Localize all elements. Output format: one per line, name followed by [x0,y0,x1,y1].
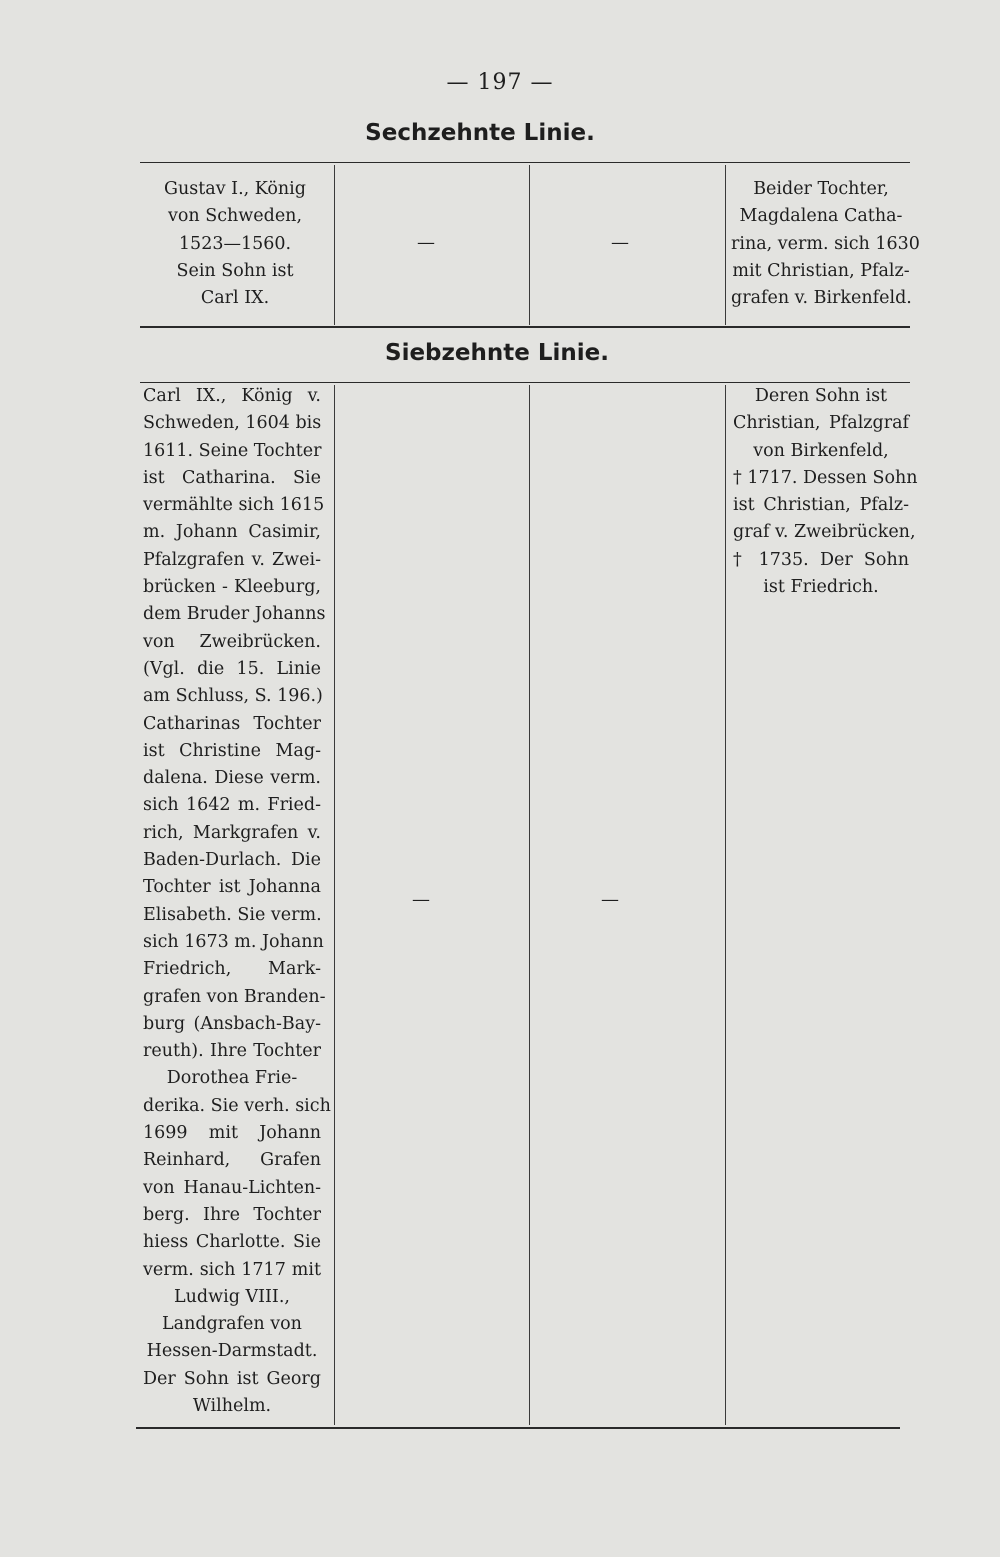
text-line: Magdalena Catha- [739,206,903,227]
text-line: ist Christian, Pfalz- [733,495,909,516]
s2-col2-dash: — [412,889,430,910]
text-line: vermählte sich 1615 [143,495,325,516]
text-line: am Schluss, S. 196.) [143,686,323,707]
text-line: Elisabeth. Sie verm. [143,904,322,925]
s1-divider-1 [334,165,335,325]
text-line: Beider Tochter, [753,179,889,199]
s1-divider-2 [529,165,530,325]
s1-col2-dash: — [417,232,435,253]
text-line: (Vgl. die 15. Linie [143,658,321,679]
text-line: Hessen-Darmstadt. [146,1341,318,1362]
s2-divider-2 [529,385,530,1425]
text-line: Catharinas Tochter [143,713,321,734]
text-line: † 1735. Der Sohn [733,549,909,570]
text-line: Der Sohn ist Georg [143,1368,321,1389]
s1-col4 [731,176,920,312]
text-line: derika. Sie verh. sich [143,1095,331,1116]
section-heading-siebzehnte: Siebzehnte Linie. [385,340,609,366]
s1-col1 [140,176,330,312]
text-line: Reinhard, Grafen [143,1150,321,1171]
text-line: dem Bruder Johanns [143,604,326,625]
text-line: Friedrich, Mark- [143,959,321,980]
text-line: hiess Charlotte. Sie [143,1232,321,1253]
text-line: brücken - Kleeburg, [143,577,321,598]
text-line: Carl IX. [200,288,270,309]
text-line: reuth). Ihre Tochter [143,1041,321,1062]
text-line: von Hanau-Lichten- [143,1177,321,1198]
text-line: sich 1673 m. Johann [143,931,324,952]
text-line: † 1717. Dessen Sohn [733,467,918,488]
text-line: dalena. Diese verm. [143,768,321,789]
text-line: rina, verm. sich 1630 [731,233,920,254]
bottom-rule [136,1427,900,1429]
text-line: graf v. Zweibrücken, [733,522,916,543]
page-number: — 197 — [446,70,554,95]
text-line: sich 1642 m. Fried- [143,795,321,816]
text-line: 1699 mit Johann [143,1123,321,1144]
text-line: 1523—1560. [178,233,292,254]
text-line: Deren Sohn ist [754,386,888,406]
s2-col1 [143,383,331,1420]
text-line: von Birkenfeld, [753,440,889,461]
text-line: Pfalzgrafen v. Zwei- [143,549,321,570]
s2-divider-1 [334,385,335,1425]
text-line: Gustav I., König [164,179,306,199]
text-line: von Schweden, [167,206,303,227]
top-rule [140,162,910,163]
text-line: grafen von Branden- [143,986,326,1007]
text-line: mit Christian, Pfalz- [732,260,910,281]
text-line: Dorothea Frie- [166,1068,298,1089]
text-line: ist Catharina. Sie [143,467,321,488]
text-line: rich, Markgrafen v. [143,822,321,843]
s1-col3-dash: — [611,232,629,253]
text-line: Sein Sohn ist [176,260,294,281]
s2-col4 [733,383,918,601]
s2-divider-3 [725,385,726,1425]
text-line: Carl IX., König v. [143,386,321,406]
text-line: von Zweibrücken. [143,631,321,652]
text-line: Tochter ist Johanna [143,877,321,898]
text-line: verm. sich 1717 mit [143,1259,321,1280]
s1-divider-3 [725,165,726,325]
text-line: grafen v. Birkenfeld. [731,288,912,309]
section-heading-sechzehnte: Sechzehnte Linie. [365,120,595,146]
text-line: Baden-Durlach. Die [143,850,321,871]
text-line: burg (Ansbach-Bay- [143,1013,321,1034]
text-line: Christian, Pfalzgraf [733,413,909,434]
text-line: m. Johann Casimir, [143,522,321,543]
section1-rule [140,326,910,328]
text-line: Schweden, 1604 bis [143,413,322,434]
text-line: 1611. Seine Tochter [143,440,322,461]
text-line: Landgrafen von [162,1314,302,1335]
text-line: ist Christine Mag- [143,740,321,761]
s2-col3-dash: — [601,889,619,910]
text-line: Wilhelm. [192,1395,272,1416]
text-line: Ludwig VIII., [174,1286,290,1307]
text-line: ist Friedrich. [763,577,879,598]
text-line: berg. Ihre Tochter [143,1204,321,1225]
